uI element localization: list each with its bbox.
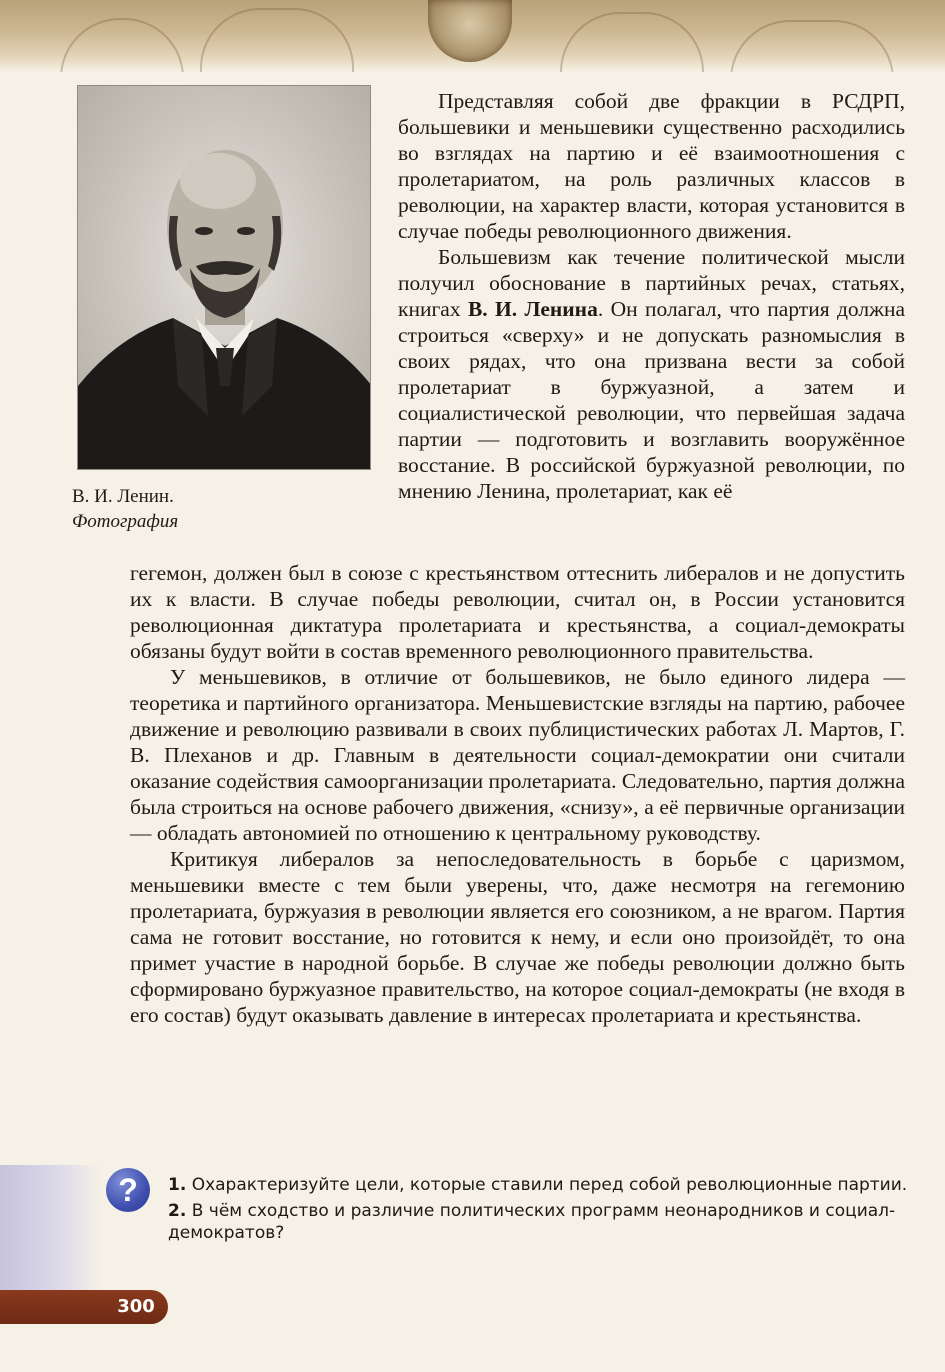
question-2-text: В чём сходство и различие политических программ неонародников и социал-демократов? (168, 1201, 896, 1243)
paragraph-2-text-a: Большевизм как течение политической мысли получил обоснование в партийных речах, статьях, книгах (398, 245, 905, 321)
photo-caption (72, 484, 178, 534)
paragraph-2-text-b: . Он полагал, что партия должна строиться «сверху» и не допускать разномыслия в своих рядах, что она призвана вести за собой пролетариат в буржуазной, а затем и социалистической революции, что первейшая задача партии — подготовить и возглавить вооружённое восстание. В российской буржуазной революции, по мнению Ленина, пролетариат, как её (398, 297, 905, 503)
question-2-number: 2. (168, 1201, 187, 1221)
main-body-text (130, 560, 905, 1028)
question-1-text: Охарактеризуйте цели, которые ставили перед собой революционные партии. (191, 1175, 908, 1195)
question-1 (168, 1174, 908, 1196)
review-questions (168, 1174, 908, 1248)
paragraph-2-continuation: гегемон, должен был в союзе с крестьянством оттеснить либералов и не допустить их к власти. В случае победы революции, считал он, в России установится революционная диктатура пролетариата и крестьянства, а социал-демократы обязаны будут войти в состав временного революционного правительства. (130, 561, 905, 663)
paragraph-4: Критикуя либералов за непоследовательность в борьбе с царизмом, меньшевики вместе с тем были уверены, что, даже несмотря на гегемонию пролетариата, буржуазия в революции является его союзником, а не врагом. Партия сама не готовит восстание, но готовится к нему, и если оно произойдёт, то она примет участие в народной борьбе. В случае же победы революции должно быть сформировано буржуазное правительство, на которое социал-демократы (не входя в его состав) будут оказывать давление в интересах пролетариата и крестьянства. (130, 847, 905, 1027)
paragraph-2-start (398, 244, 905, 504)
portrait-medallion (428, 0, 512, 62)
paragraph-1: Представляя собой две фракции в РСДРП, большевики и меньшевики существенно расходились во взглядах на партию и её взаимоотношения с пролетариатом, на роль различных классов в революции, на характер власти, которая установится в случае победы революционного движения. (398, 89, 905, 243)
decorative-header (0, 0, 945, 72)
question-1-number: 1. (168, 1175, 187, 1195)
right-column-text (398, 88, 905, 504)
caption-type: Фотография (72, 511, 179, 532)
lenin-name-bold: В. И. Ленина (467, 297, 598, 321)
decorative-side-strip (0, 1165, 100, 1310)
paragraph-3: У меньшевиков, в отличие от большевиков, не было единого лидера — теоретика и партийного организатора. Меньшевистские взгляды на партию, рабочее движение и революцию развивали в своих публицистических работах Л. Мартов, Г. В. Плеханов и др. Главным в деятельности социал-демократии они считали оказание содействия самоорганизации пролетариата. Следовательно, партия должна была строиться на основе рабочего движения, «снизу», а её первичные организации — обладать автономией по отношению к центральному руководству. (130, 665, 905, 845)
question-2 (168, 1200, 908, 1244)
caption-name: В. И. Ленин. (72, 486, 174, 507)
lenin-photograph (77, 85, 371, 470)
page-number: 300 (117, 1296, 155, 1317)
question-mark-icon: ? (106, 1168, 150, 1212)
